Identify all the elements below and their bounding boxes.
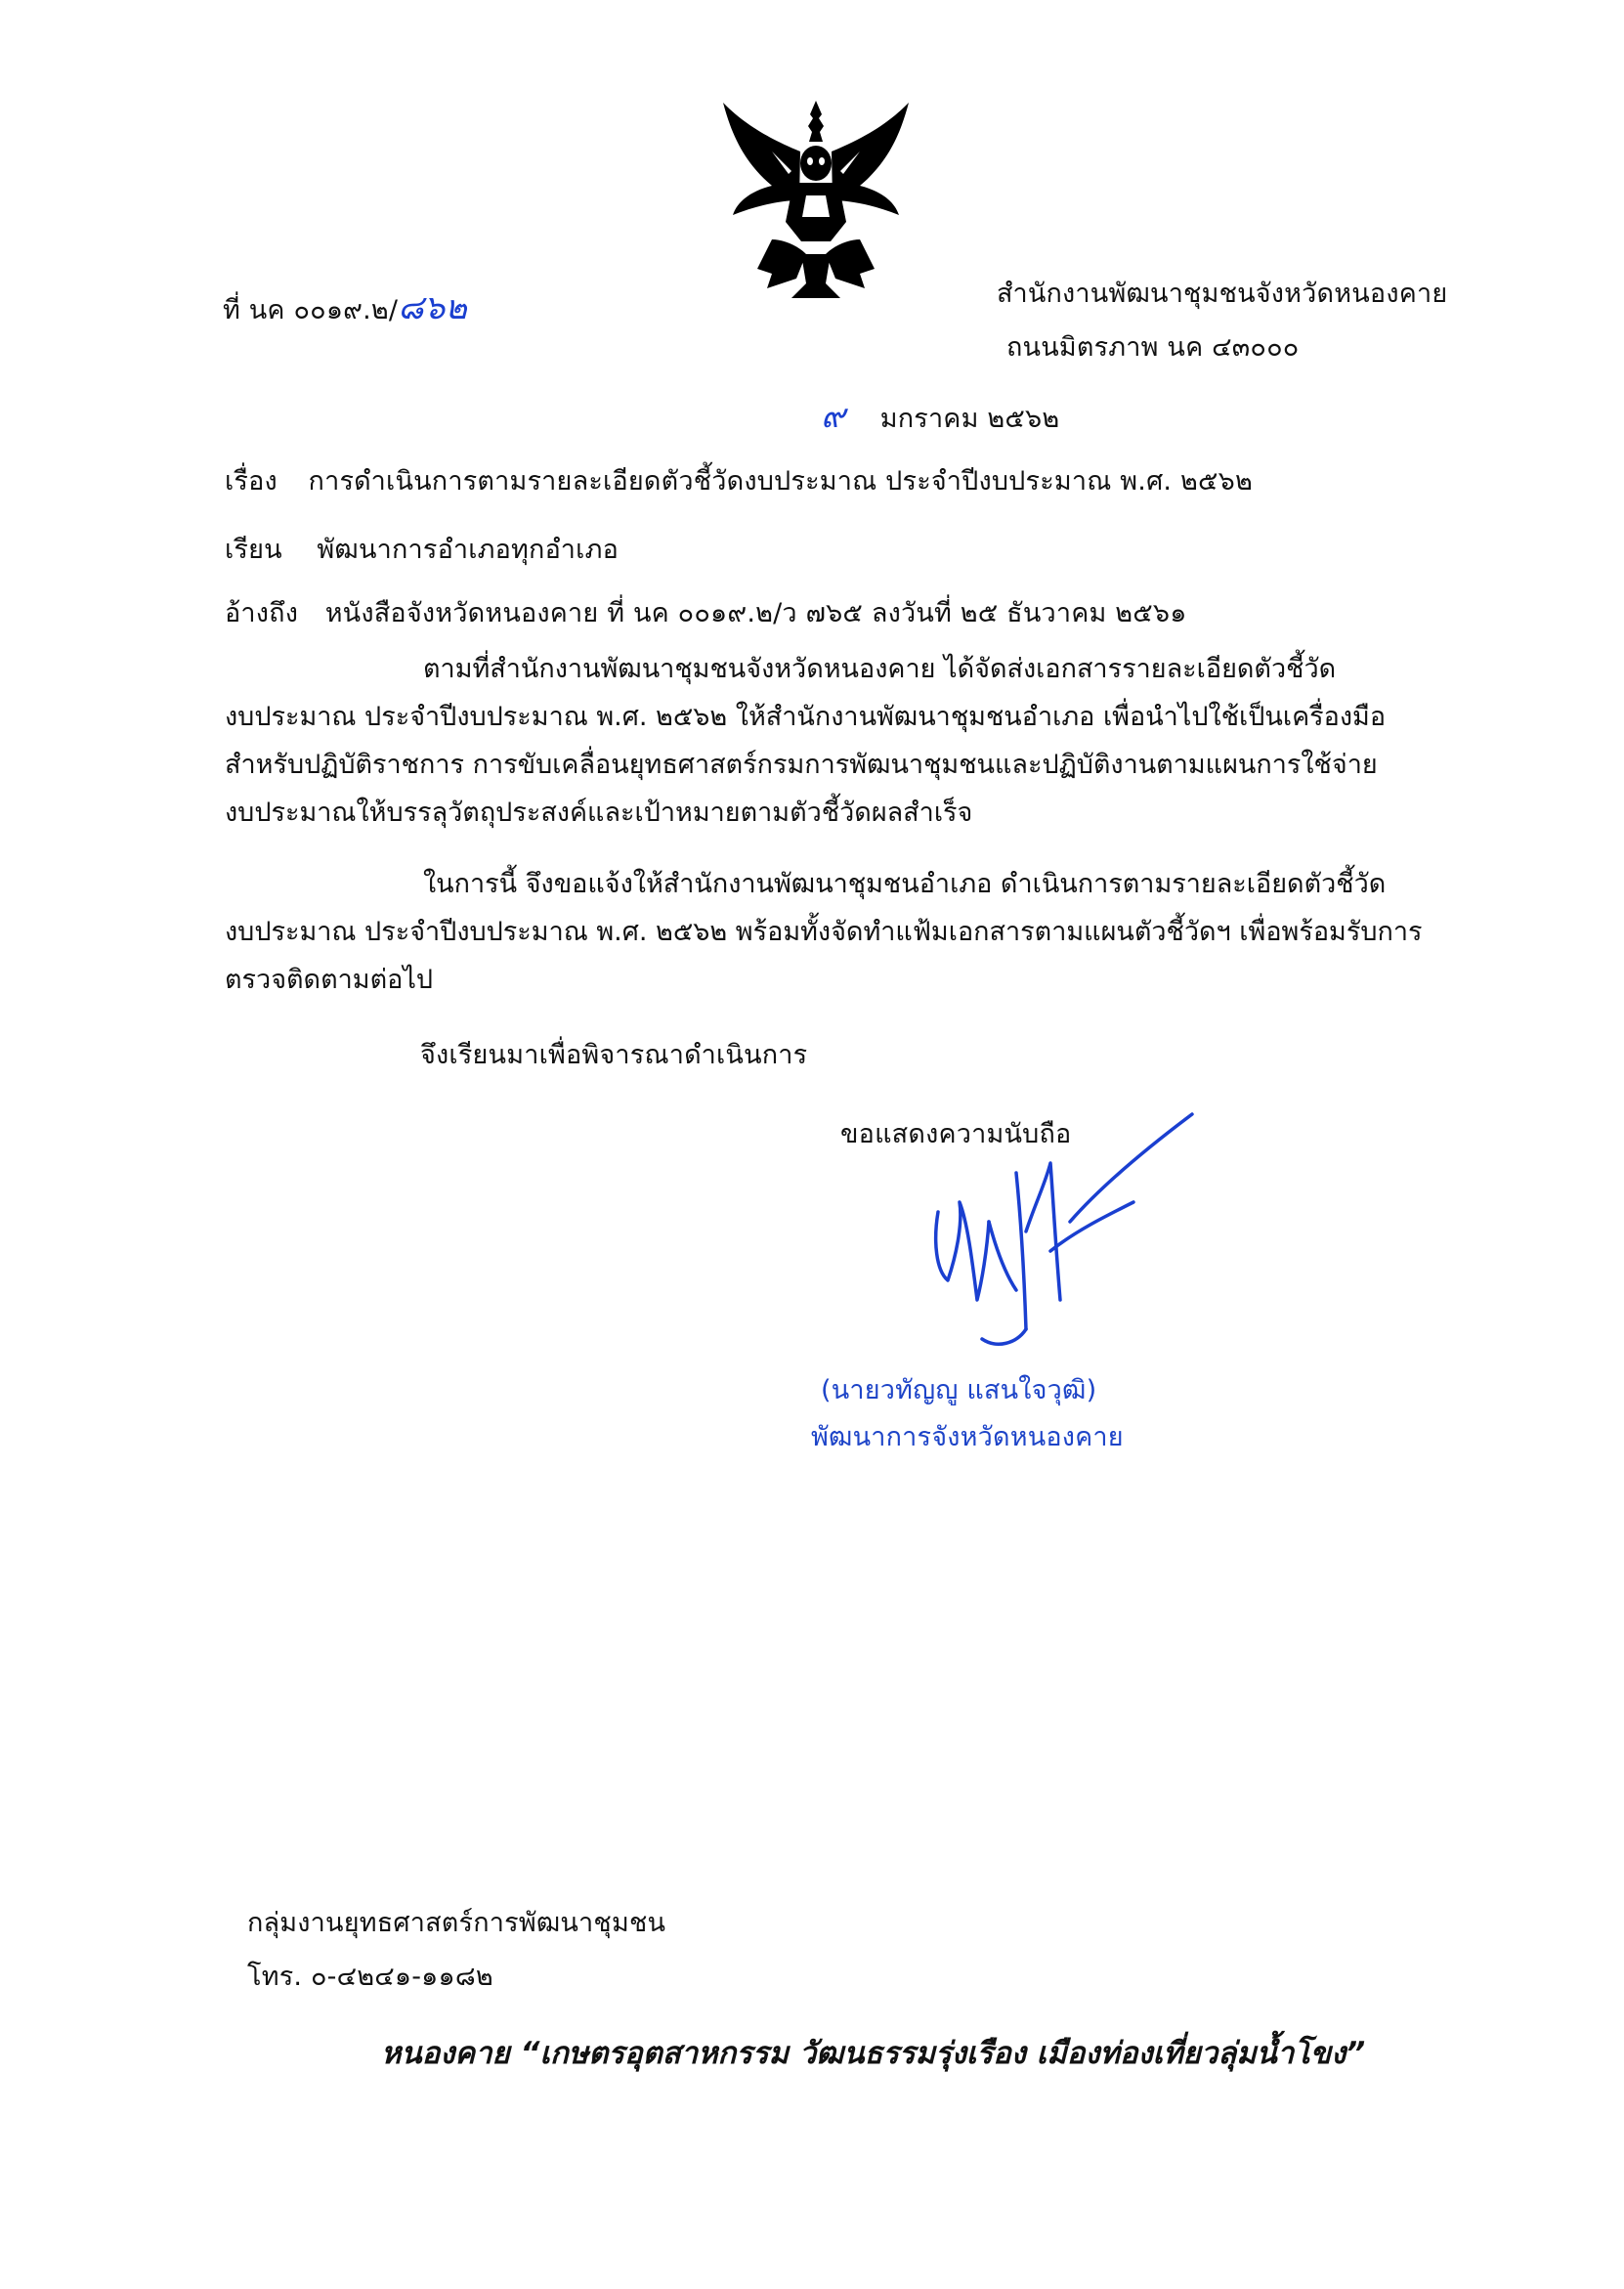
- office-name: สำนักงานพัฒนาชุมชนจังหวัดหนองคาย: [997, 279, 1448, 309]
- handwritten-signature: [879, 1104, 1212, 1378]
- subject-label: เรื่อง: [225, 466, 278, 497]
- body-line: ตามที่สำนักงานพัฒนาชุมชนจังหวัดหนองคาย ได้จัดส่งเอกสารรายละเอียดตัวชี้วัด: [423, 654, 1337, 684]
- date-day-handwritten: ๙: [821, 397, 846, 436]
- recipient-line: [225, 528, 619, 570]
- reference-text: หนังสือจังหวัดหนองคาย ที่ นค ๐๐๑๙.๒/ว ๗๖๕ ลงวันที่ ๒๕ ธันวาคม ๒๕๖๑: [324, 598, 1187, 628]
- recipient-text: พัฒนาการอำเภอทุกอำเภอ: [317, 535, 620, 565]
- garuda-emblem: [713, 93, 919, 308]
- recipient-label: เรียน: [225, 535, 282, 565]
- body-line: งบประมาณ ประจำปีงบประมาณ พ.ศ. ๒๕๖๒ พร้อมทั้งจัดทำแฟ้มเอกสารตามแผนตัวชี้วัดฯ เพื่อพร้อมรับการ: [225, 917, 1423, 947]
- body-paragraph-1: [225, 645, 1466, 837]
- phone-number: โทร. ๐-๔๒๔๑-๑๑๘๒: [247, 1962, 493, 1992]
- body-line: สำหรับปฏิบัติราชการ การขับเคลื่อนยุทธศาสตร์กรมการพัฒนาชุมชนและปฏิบัติงานตามแผนการใช้จ่าย: [225, 750, 1378, 780]
- signer-name: (นายวทัญญู แสนใจวุฒิ): [821, 1375, 1097, 1405]
- body-line: งบประมาณ ประจำปีงบประมาณ พ.ศ. ๒๕๖๒ ให้สำนักงานพัฒนาชุมชนอำเภอ เพื่อนำไปใช้เป็นเครื่องมือ: [225, 702, 1387, 732]
- date-month-year: มกราคม ๒๕๖๒: [879, 404, 1060, 434]
- body-line: งบประมาณให้บรรลุวัตถุประสงค์และเป้าหมายตามตัวชี้วัดผลสำเร็จ: [225, 798, 973, 828]
- closing-request: จึงเรียนมาเพื่อพิจารณาดำเนินการ: [420, 1040, 808, 1070]
- province-motto: หนองคาย “เกษตรอุตสาหกรรม วัฒนธรรมรุ่งเรือง เมืองท่องเที่ยวลุ่มน้ำโขง”: [381, 2036, 1366, 2071]
- signer-position: พัฒนาการจังหวัดหนองคาย: [811, 1422, 1124, 1452]
- department-name: กลุ่มงานยุทธศาสตร์การพัฒนาชุมชน: [247, 1908, 666, 1938]
- subject-text: การดำเนินการตามรายละเอียดตัวชี้วัดงบประมาณ ประจำปีงบประมาณ พ.ศ. ๒๕๖๒: [308, 466, 1253, 497]
- reference-line: [225, 591, 1187, 633]
- reference-label: อ้างถึง: [225, 598, 299, 628]
- subject-line: [225, 459, 1253, 501]
- body-paragraph-2: [225, 860, 1466, 1004]
- body-line: ตรวจติดตามต่อไป: [225, 965, 434, 995]
- letter-date: [821, 389, 1059, 442]
- reference-number: [223, 281, 467, 333]
- reference-number-handwritten: ๘๖๒: [398, 288, 468, 327]
- office-address: ถนนมิตรภาพ นค ๔๓๐๐๐: [1006, 332, 1300, 363]
- body-line: ในการนี้ จึงขอแจ้งให้สำนักงานพัฒนาชุมชนอำเภอ ดำเนินการตามรายละเอียดตัวชี้วัด: [423, 869, 1387, 899]
- reference-number-prefix: ที่ นค ๐๐๑๙.๒/: [223, 295, 399, 325]
- closing-salutation: ขอแสดงความนับถือ: [840, 1119, 1072, 1149]
